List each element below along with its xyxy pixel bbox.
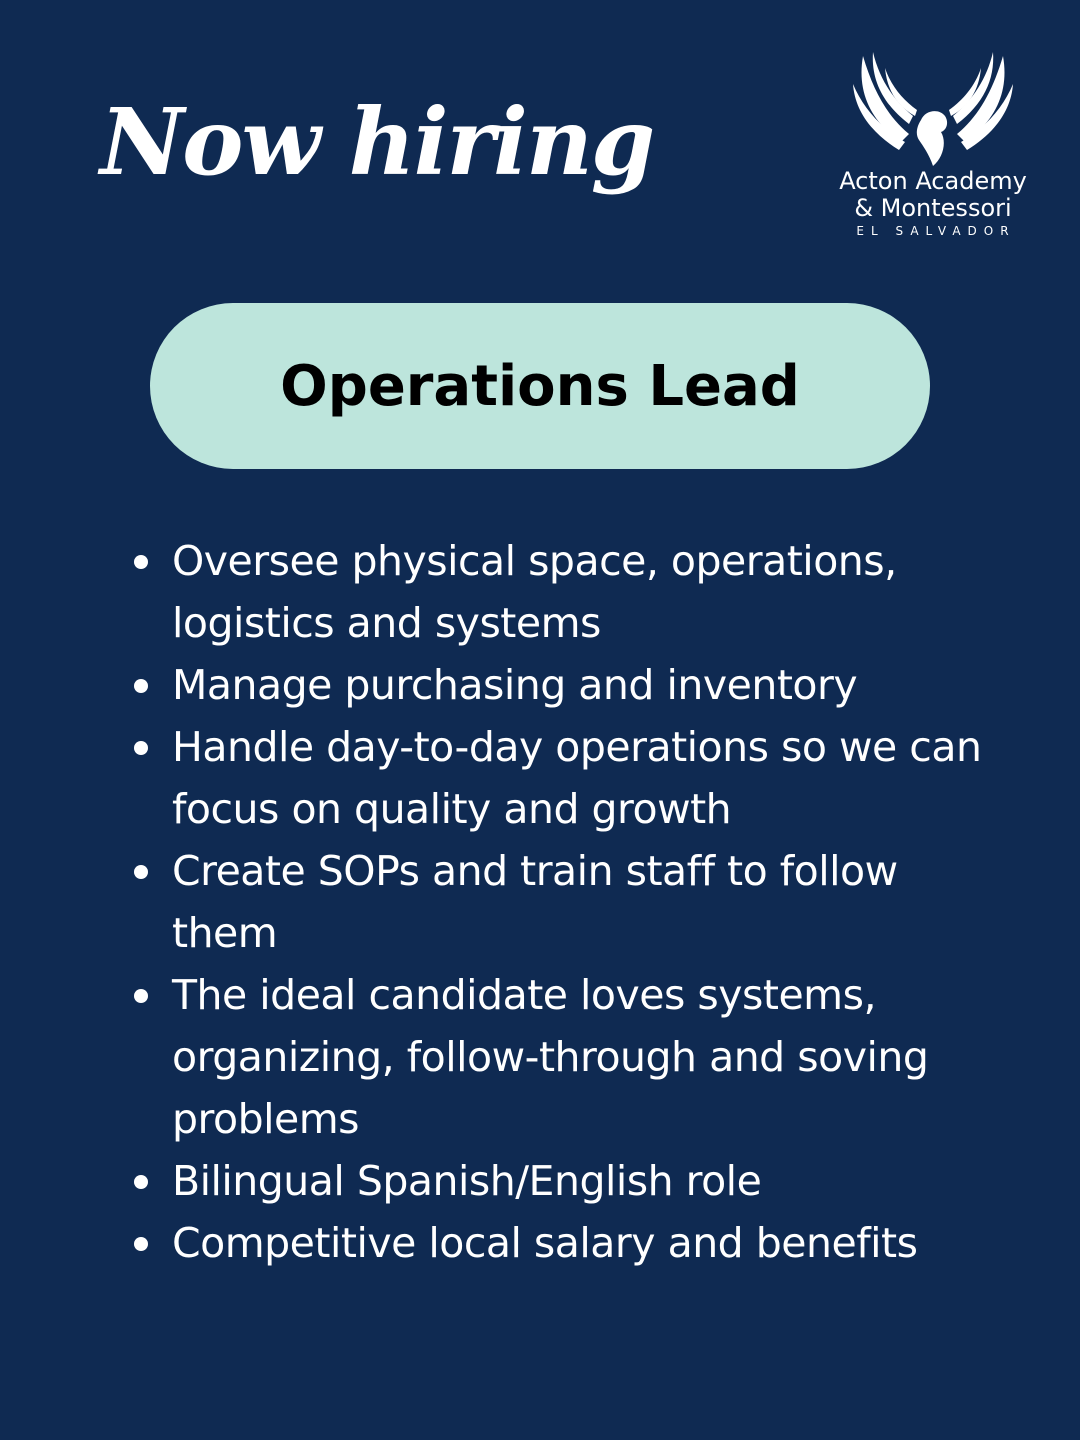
- responsibilities-list: [130, 530, 1010, 1274]
- list-item: [130, 1150, 1010, 1212]
- bullet-dot-icon: [134, 1237, 148, 1251]
- list-item-text: Oversee physical space, operations, logistics and systems: [172, 537, 897, 647]
- list-item: [130, 716, 1010, 840]
- headline: Now hiring: [100, 88, 654, 196]
- list-item-text: Handle day-to-day operations so we can focus on quality and growth: [172, 723, 982, 833]
- logo-line-1: Acton Academy: [839, 167, 1027, 195]
- list-item: [130, 530, 1010, 654]
- list-item: [130, 840, 1010, 964]
- bullet-dot-icon: [134, 679, 148, 693]
- role-pill: [150, 303, 930, 469]
- list-item: [130, 964, 1010, 1150]
- logo: [828, 50, 1038, 260]
- bullet-dot-icon: [134, 1175, 148, 1189]
- list-item-text: Manage purchasing and inventory: [172, 661, 858, 709]
- logo-line-3: EL SALVADOR: [856, 224, 1016, 238]
- list-item-text: Bilingual Spanish/English role: [172, 1157, 762, 1205]
- list-item-text: The ideal candidate loves systems, organizing, follow-through and soving problems: [172, 971, 929, 1143]
- role-title: Operations Lead: [280, 353, 800, 419]
- list-item: [130, 654, 1010, 716]
- bullet-dot-icon: [134, 741, 148, 755]
- list-item-text: Create SOPs and train staff to follow them: [172, 847, 898, 957]
- logo-line-2: & Montessori: [854, 194, 1012, 222]
- bullet-dot-icon: [134, 865, 148, 879]
- bullet-dot-icon: [134, 555, 148, 569]
- bullet-dot-icon: [134, 989, 148, 1003]
- list-item: [130, 1212, 1010, 1274]
- list-item-text: Competitive local salary and benefits: [172, 1219, 918, 1267]
- eagle-wings-logo-icon: [843, 50, 1023, 168]
